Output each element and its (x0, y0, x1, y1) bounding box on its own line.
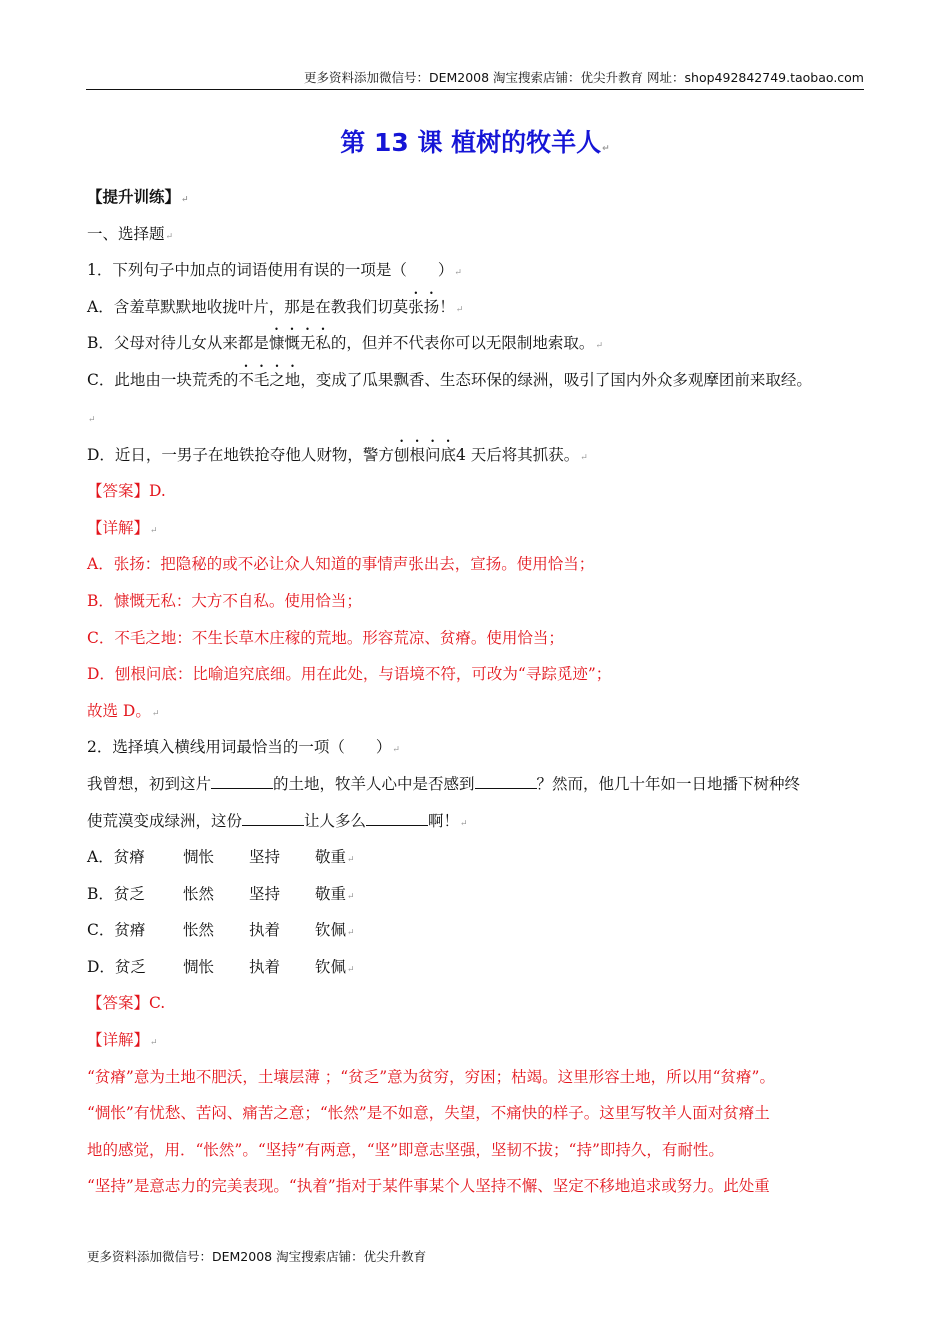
question-2-stem: 2．选择填入横线用词最恰当的一项（ ）↵ (87, 738, 400, 757)
question-2-passage-line: 使荒漠变成绿洲，这份 让人多么 啊！↵ (87, 811, 468, 830)
fill-blank (475, 774, 537, 789)
explanation-line: 地的感觉，用．“怅然”。“坚持”有两意，“坚”即意志坚强，坚韧不拔；“持”即持久，有耐性。 (87, 1140, 724, 1159)
question-2-option: B．贫乏 怅然 坚持 敬重↵ (87, 884, 355, 903)
fill-blank (211, 774, 273, 789)
question-2-answer: 【答案】C. (87, 994, 166, 1013)
explanation-line: “坚持”是意志力的完美表现。“执着”指对于某件事某个人坚持不懈、坚定不移地追求或努力。此处重 (87, 1177, 770, 1196)
section-label: 【提升训练】↵ (87, 187, 189, 206)
page-header: 更多资料添加微信号：DEM2008 淘宝搜索店铺：优尖升教育 网址：shop492842749.taobao.com (303, 70, 864, 85)
question-1-option-a: A．含羞草默默地收拢叶片，那是在教我们切莫张扬！↵ (87, 297, 464, 316)
dotted-word: 不毛之地 (238, 370, 301, 389)
fill-blank (242, 811, 304, 826)
question-1-detail-label: 【详解】↵ (87, 518, 158, 537)
question-1-option-c: C．此地由一块荒秃的不毛之地，变成了瓜果飘香、生态环保的绿洲，吸引了国内外众多观摩团前来取经。 (87, 370, 812, 389)
question-1-option-d: D．近日，一男子在地铁抢夺他人财物，警方刨根问底4 天后将其抓获。↵ (87, 445, 588, 464)
fill-blank (366, 811, 428, 826)
document-body (87, 179, 863, 1205)
question-2-detail-label: 【详解】↵ (87, 1031, 158, 1050)
lesson-title-text: 第 13 课 植树的牧羊人 (340, 128, 602, 157)
lesson-title: 第 13 课 植树的牧羊人↵ (340, 128, 610, 157)
question-1-stem: 1．下列句子中加点的词语使用有误的一项是（ ）↵ (87, 261, 462, 280)
explanation-line: A．张扬：把隐秘的或不必让众人知道的事情声张出去，宣扬。使用恰当； (87, 555, 595, 574)
question-1-answer: 【答案】D. (87, 482, 166, 501)
paragraph-mark: ↵ (88, 414, 96, 425)
explanation-line: “惆怅”有忧愁、苦闷、痛苦之意；“怅然”是不如意，失望，不痛快的样子。这里写牧羊人面对贫瘠土 (87, 1104, 770, 1123)
dotted-word: 刨根问底 (393, 445, 456, 464)
dotted-word: 张扬 (408, 297, 440, 316)
dotted-word: 慷慨无私 (268, 334, 331, 353)
explanation-line: “贫瘠”意为土地不肥沃，土壤层薄 ；“贫乏”意为贫穷，穷困；枯竭。这里形容土地，所以用“贫瘠”。 (87, 1067, 775, 1086)
explanation-line: B．慷慨无私：大方不自私。使用恰当； (87, 591, 362, 610)
part-label: 一、选择题↵ (87, 224, 174, 243)
question-2-option: A．贫瘠 惆怅 坚持 敬重↵ (87, 848, 355, 867)
question-2-passage-line: 我曾想，初到这片 的土地，牧羊人心中是否感到 ？然而，他几十年如一日地播下树种终 (87, 774, 801, 793)
explanation-line: 故选 D。↵ (87, 701, 160, 720)
explanation-line: C．不毛之地：不生长草木庄稼的荒地。形容荒凉、贫瘠。使用恰当； (87, 628, 564, 647)
question-2-option: D．贫乏 惆怅 执着 钦佩↵ (87, 957, 355, 976)
question-1-option-b: B．父母对待儿女从来都是慷慨无私的，但并不代表你可以无限制地索取。↵ (87, 334, 603, 353)
explanation-line: D．刨根问底：比喻追究底细。用在此处，与语境不符，可改为“寻踪觅迹”； (87, 665, 612, 684)
page-footer: 更多资料添加微信号：DEM2008 淘宝搜索店铺：优尖升教育 (87, 1249, 427, 1264)
header-divider (86, 89, 864, 90)
question-2-option: C．贫瘠 怅然 执着 钦佩↵ (87, 921, 355, 940)
